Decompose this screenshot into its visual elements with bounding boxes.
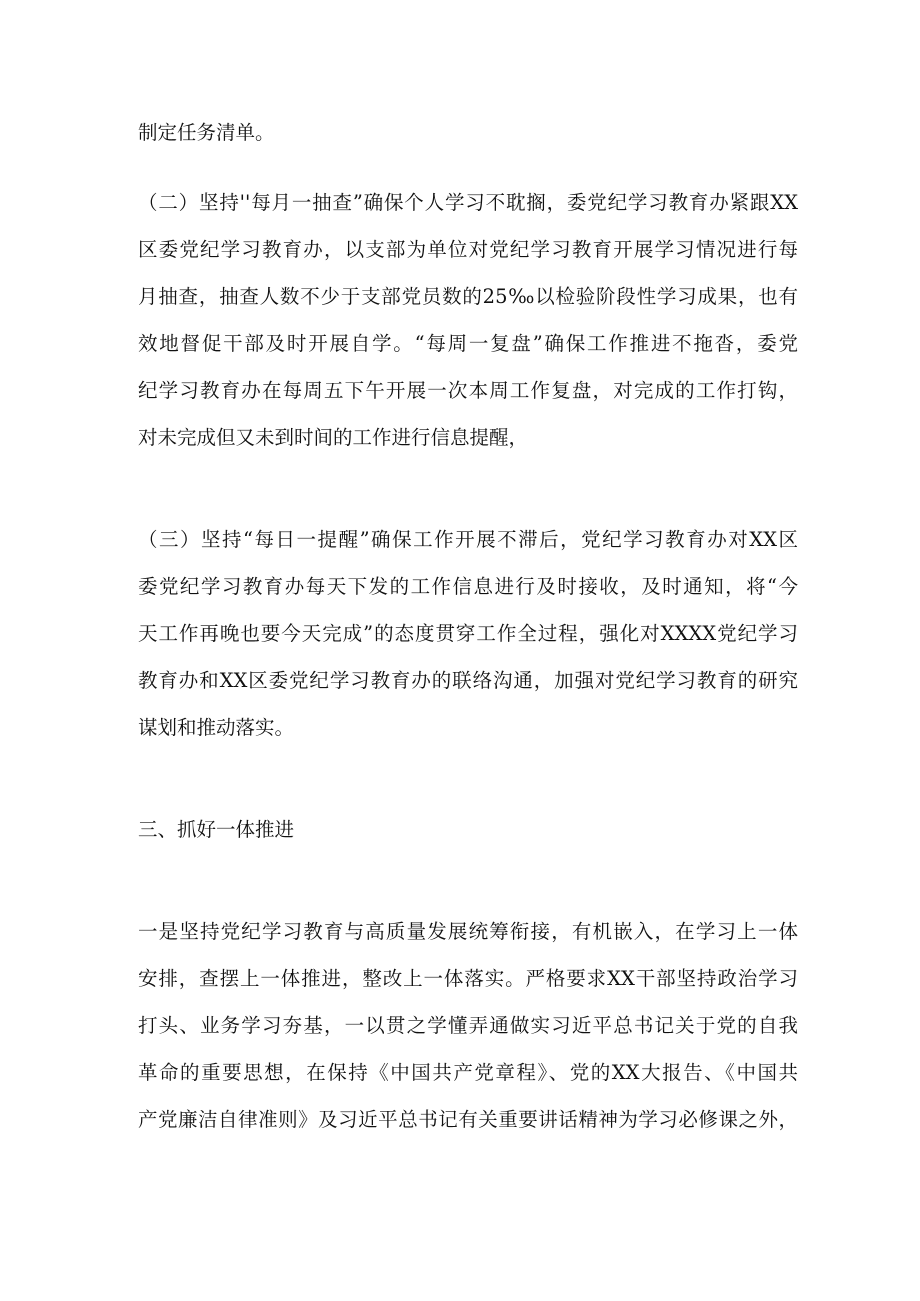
paragraph-line: （二）坚持''每月一抽查”确保个人学习不耽搁，委党纪学习教育办紧跟XX — [138, 191, 798, 214]
paragraph-line: 对未完成但又未到时间的工作进行信息提醒， — [138, 426, 529, 449]
paragraph-line: 教育办和XX区委党纪学习教育办的联络沟通，加强对党纪学习教育的研究 — [138, 669, 798, 692]
paragraph-line: 月抽查，抽查人数不少于支部党员数的25‰以检验阶段性学习成果，也有 — [138, 285, 798, 308]
paragraph-line: 委党纪学习教育办每天下发的工作信息进行及时接收，及时通知，将“今 — [138, 575, 798, 598]
paragraph-line: 打头、业务学习夯基，一以贯之学懂弄通做实习近平总书记关于党的自我 — [138, 1014, 798, 1037]
paragraph-line: 一是坚持党纪学习教育与高质量发展统筹衔接，有机嵌入，在学习上一体 — [138, 920, 798, 943]
paragraph-line: 效地督促干部及时开展自学。“每周一复盘”确保工作推进不拖沓，委党 — [138, 332, 798, 355]
paragraph-line: 谋划和推动落实。 — [138, 716, 295, 739]
paragraph-line: 区委党纪学习教育办，以支部为单位对党纪学习教育开展学习情况进行每 — [138, 238, 798, 261]
paragraph-line: （三）坚持“每日一提醒”确保工作开展不滞后，党纪学习教育办对XX区 — [138, 528, 798, 551]
paragraph-line: 制定任务清单。 — [138, 121, 275, 144]
paragraph-line: 纪学习教育办在每周五下午开展一次本周工作复盘，对完成的工作打钩， — [138, 379, 798, 402]
paragraph-line: 革命的重要思想，在保持《中国共产党章程》、党的XX大报告、《中国共 — [138, 1061, 798, 1084]
section-heading: 三、抓好一体推进 — [138, 818, 295, 841]
paragraph-line: 产党廉洁自律准则》及习近平总书记有关重要讲话精神为学习必修课之外， — [138, 1108, 798, 1131]
paragraph-line: 安排，查摆上一体推进，整改上一体落实。严格要求XX干部坚持政治学习 — [138, 967, 798, 990]
paragraph-line: 天工作再晚也要今天完成”的态度贯穿工作全过程，强化对XXXX党纪学习 — [138, 622, 798, 645]
